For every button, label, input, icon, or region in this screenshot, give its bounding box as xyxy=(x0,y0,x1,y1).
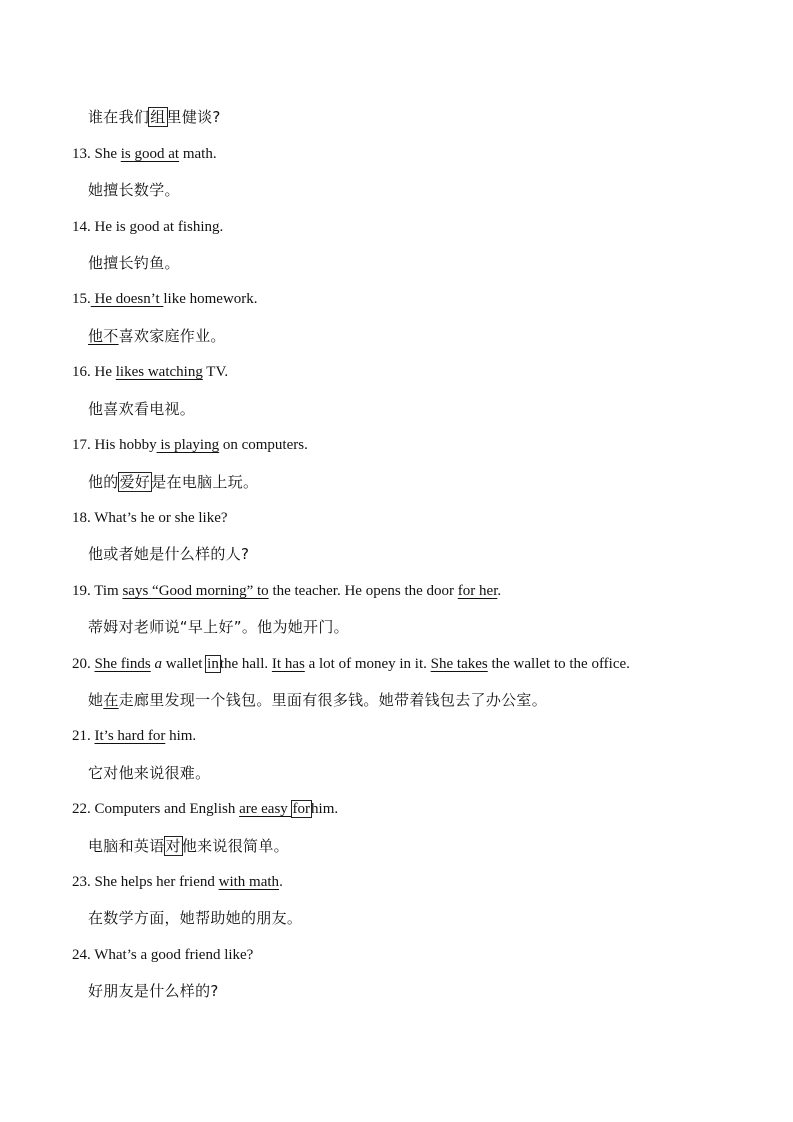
underlined-phrase: for her xyxy=(457,583,498,599)
underlined-phrase: It’s hard for xyxy=(94,728,166,744)
text-segment: 19. Tim xyxy=(72,583,123,599)
chinese-translation xyxy=(88,981,219,1001)
text-segment: the hall. xyxy=(219,656,272,672)
boxed-keyword: 爱好 xyxy=(119,473,151,491)
text-segment: 好朋友是什么样的? xyxy=(88,982,219,1000)
text-segment: 24. What’s a good friend like? xyxy=(72,947,254,963)
text-segment: 走廊里发现一个钱包。里面有很多钱。她带着钱包去了办公室。 xyxy=(118,691,548,709)
english-sentence xyxy=(72,508,228,528)
underlined-phrase: says “Good morning” to xyxy=(122,583,269,599)
text-segment: the wallet to the office. xyxy=(487,656,630,672)
text-segment: a xyxy=(154,656,162,672)
english-sentence xyxy=(72,654,630,674)
underlined-phrase: 他不 xyxy=(88,327,119,345)
text-segment: him. xyxy=(311,801,339,817)
text-segment: like homework. xyxy=(163,291,258,307)
text-segment: 电脑和英语 xyxy=(88,837,165,855)
underlined-phrase: is good at xyxy=(120,146,180,162)
underlined-phrase: with math xyxy=(218,874,280,890)
chinese-translation xyxy=(88,690,547,710)
text-segment: 她 xyxy=(88,691,104,709)
chinese-translation xyxy=(88,180,180,200)
underlined-phrase: are easy xyxy=(239,801,292,817)
text-segment: 20. xyxy=(72,656,95,672)
underlined-phrase: 在 xyxy=(103,691,119,709)
english-sentence xyxy=(72,362,228,382)
underlined-phrase: She takes xyxy=(430,656,488,672)
boxed-keyword: for xyxy=(292,801,311,817)
text-segment: 15. xyxy=(72,291,91,307)
text-segment: . xyxy=(279,874,283,890)
english-sentence xyxy=(72,872,283,892)
chinese-translation xyxy=(88,399,195,419)
underlined-phrase: It has xyxy=(271,656,305,672)
text-segment: 她擅长数学。 xyxy=(88,181,180,199)
text-segment: 在数学方面，她帮助她的朋友。 xyxy=(88,909,303,927)
text-segment: math. xyxy=(179,146,217,162)
text-segment: 21. xyxy=(72,728,95,744)
text-segment: 蒂姆对老师说“早上好”。他为她开门。 xyxy=(88,618,349,636)
underlined-phrase: likes watching xyxy=(115,364,203,380)
text-segment: 他来说很简单。 xyxy=(181,837,289,855)
text-segment: 它对他来说很难。 xyxy=(88,764,211,782)
chinese-translation xyxy=(88,472,258,492)
text-segment: . xyxy=(497,583,502,599)
english-sentence xyxy=(72,435,308,455)
underlined-phrase: He doesn’t xyxy=(90,291,164,307)
text-segment: him. xyxy=(165,728,197,744)
english-sentence xyxy=(72,217,223,237)
boxed-keyword: 组 xyxy=(150,108,166,126)
underlined-phrase: is playing xyxy=(156,437,220,453)
chinese-translation xyxy=(88,617,349,637)
chinese-translation xyxy=(88,107,221,127)
text-segment: wallet xyxy=(162,656,207,672)
chinese-translation xyxy=(88,763,210,783)
chinese-translation xyxy=(88,908,302,928)
text-segment: 是在电脑上玩。 xyxy=(151,473,259,491)
english-sentence xyxy=(72,144,217,164)
english-sentence xyxy=(72,726,196,746)
chinese-translation xyxy=(88,544,249,564)
text-segment: 14. He is good at fishing. xyxy=(72,219,224,235)
chinese-translation xyxy=(88,836,289,856)
chinese-translation xyxy=(88,326,226,346)
text-segment: 喜欢家庭作业。 xyxy=(118,327,226,345)
text-segment: 17. His hobby xyxy=(72,437,157,453)
text-segment: 他擅长钓鱼。 xyxy=(88,254,180,272)
text-segment: TV. xyxy=(202,364,229,380)
english-sentence xyxy=(72,945,253,965)
text-segment: 他的 xyxy=(88,473,119,491)
text-segment: 18. What’s he or she like? xyxy=(72,510,228,526)
chinese-translation xyxy=(88,253,180,273)
text-segment: the teacher. He opens the door xyxy=(268,583,458,599)
english-sentence xyxy=(72,581,501,601)
boxed-keyword: in xyxy=(207,656,219,672)
underlined-phrase: She finds xyxy=(94,656,151,672)
text-segment: a lot of money in it. xyxy=(304,656,431,672)
english-sentence xyxy=(72,289,258,309)
text-segment: 里健谈? xyxy=(166,108,221,126)
boxed-keyword: 对 xyxy=(165,837,181,855)
text-segment: 22. Computers and English xyxy=(72,801,240,817)
text-segment: 他或者她是什么样的人? xyxy=(88,545,250,563)
text-segment: on computers. xyxy=(219,437,308,453)
english-sentence xyxy=(72,799,338,819)
text-segment: 16. He xyxy=(72,364,116,380)
text-segment: 23. She helps her friend xyxy=(72,874,219,890)
text-segment: 13. She xyxy=(72,146,121,162)
text-segment: 他喜欢看电视。 xyxy=(88,400,196,418)
text-segment: 谁在我们 xyxy=(88,108,150,126)
